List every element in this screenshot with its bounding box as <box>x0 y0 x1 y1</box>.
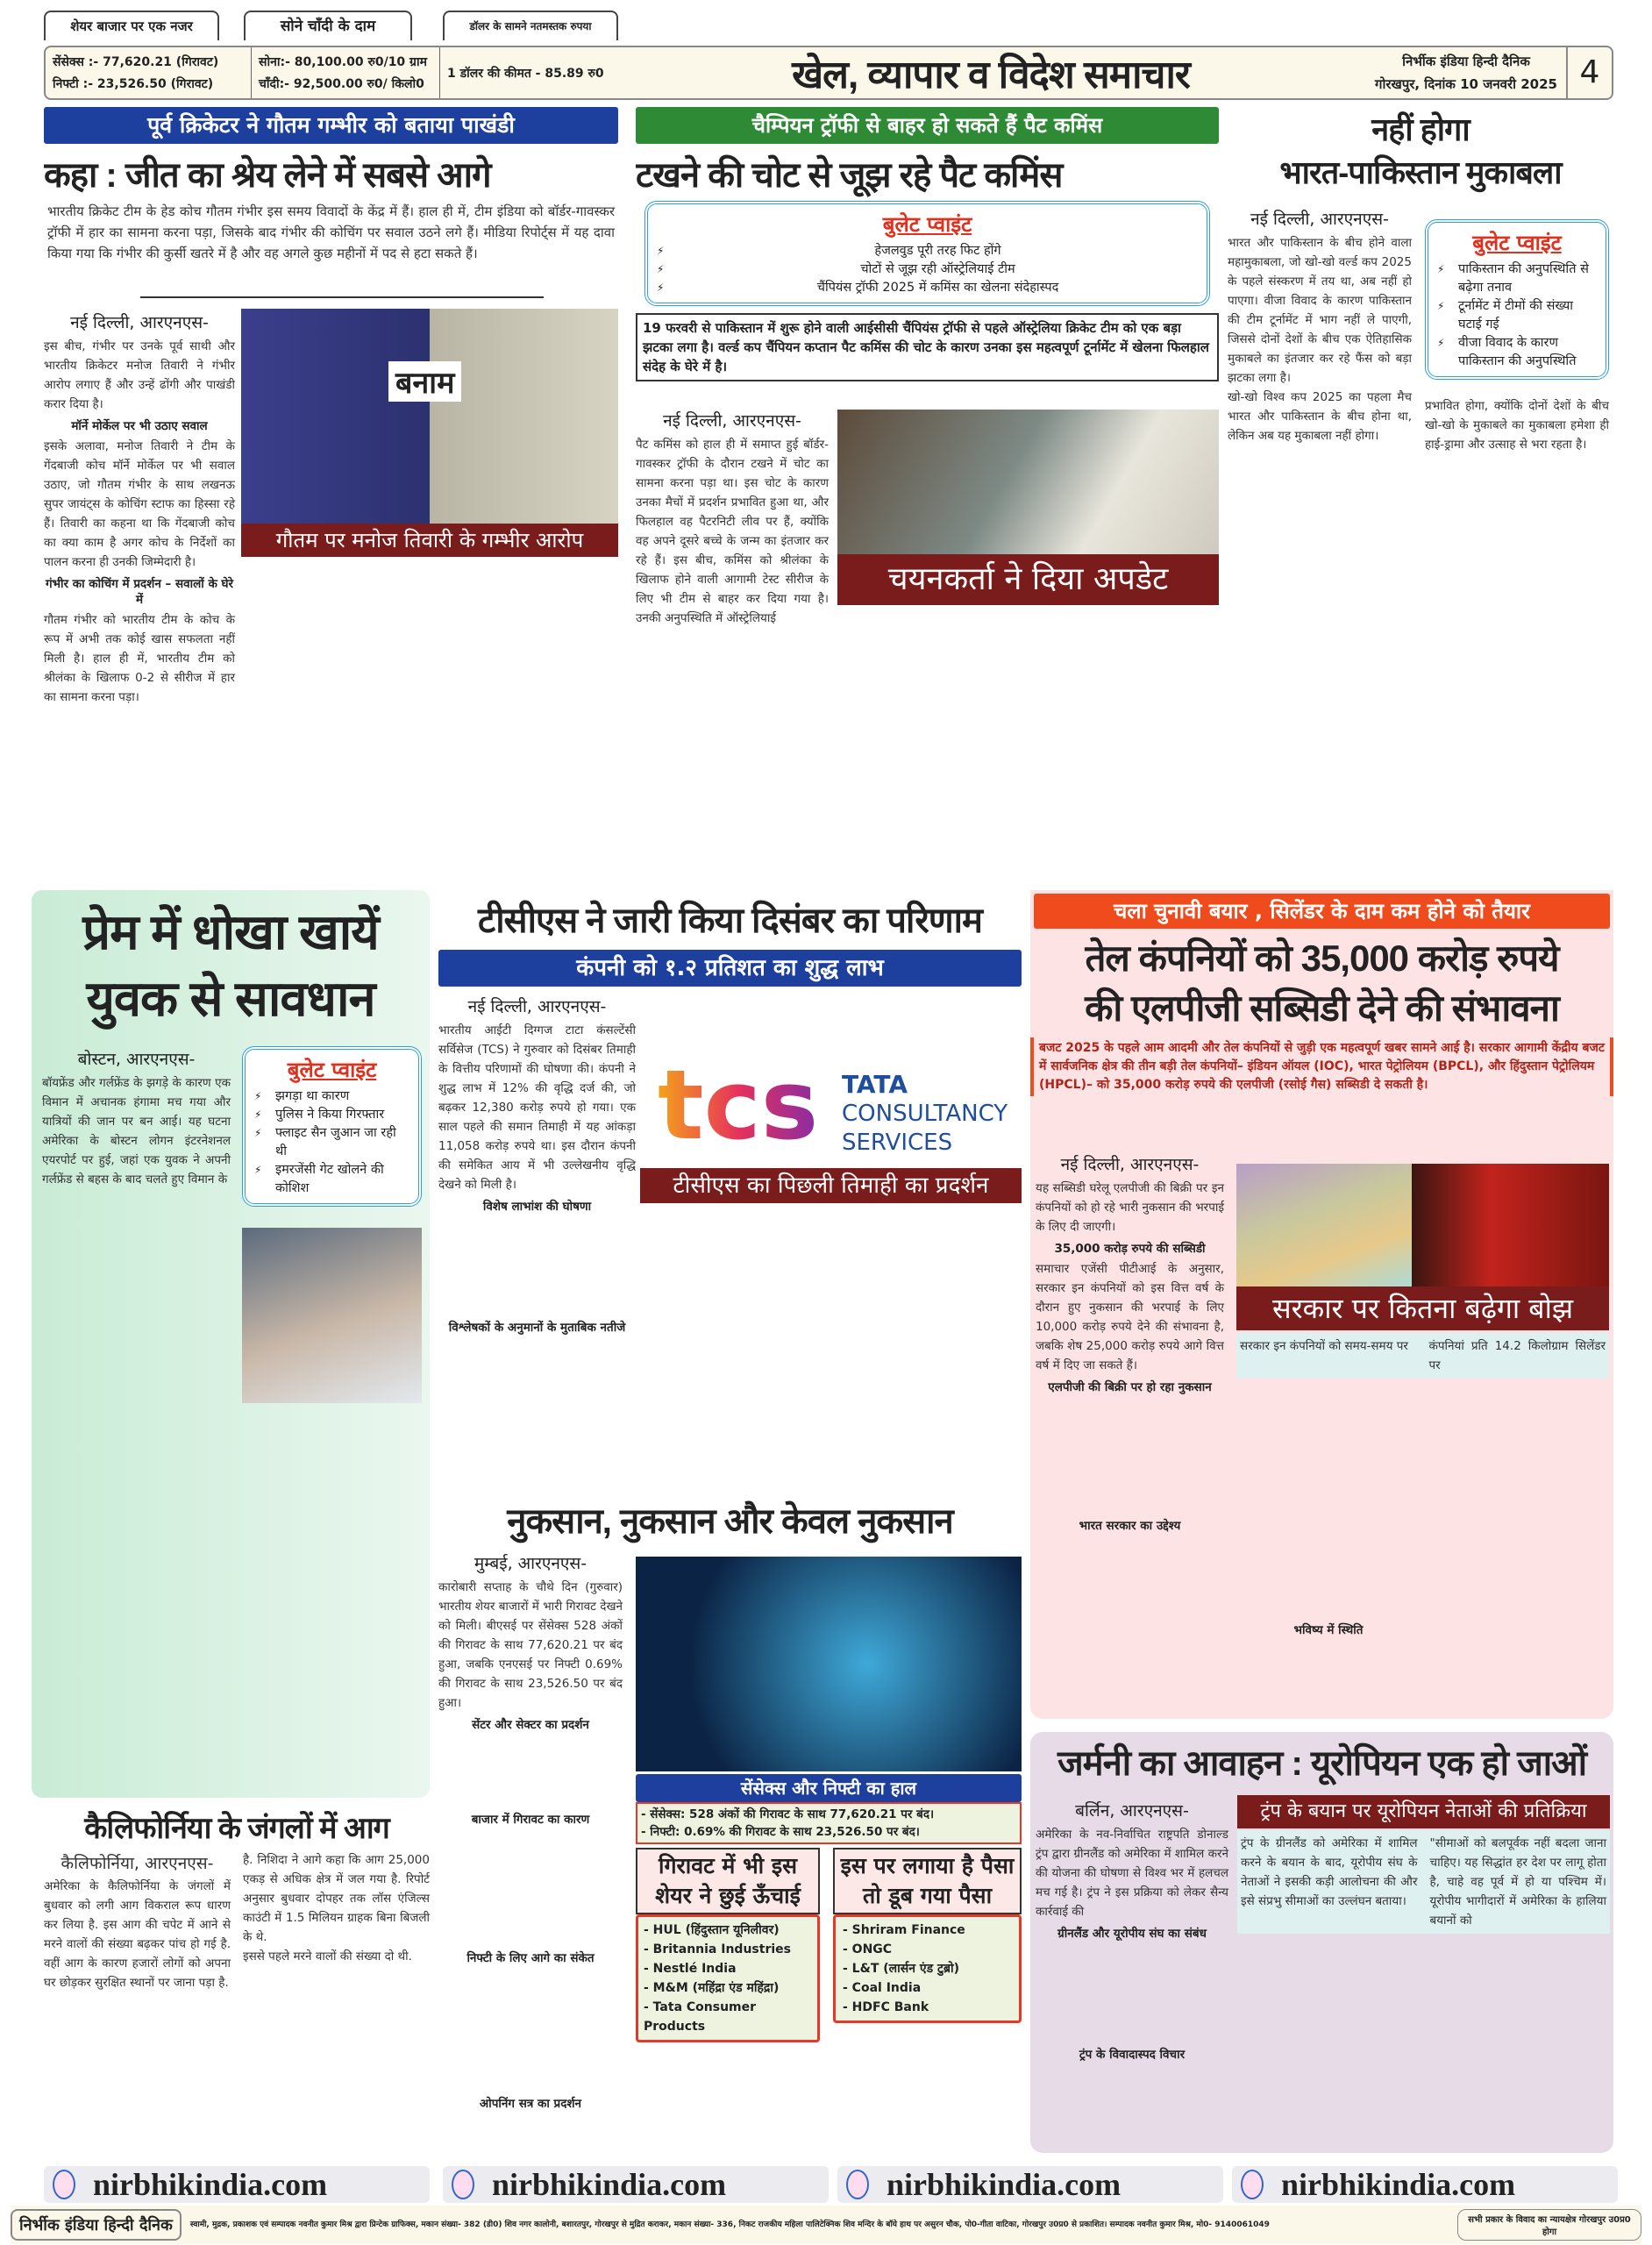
column-1 <box>1228 203 1412 445</box>
body-paragraph: कारोबारी सप्ताह के चौथे दिन (गुरुवार) भारतीय शेयर बाजारों में भारी गिरावट देखने को मिली। बीएसई पर सेंसेक्स 528 अंकों की गिरावट के साथ 77,620.21 पर बंद हुआ, जबकि एनएसई पर निफ्टी 0.69% की गिरावट के साथ 23,526.50 पर बंद हुआ। <box>438 1580 623 1710</box>
subheading: बाजार में गिरावट का कारण <box>471 1813 590 1827</box>
press-logo-icon <box>846 2170 869 2199</box>
bullet-item: ⚡ चोटों से जूझ रही ऑस्ट्रेलियाई टीम <box>657 260 1198 279</box>
gainer-item: - HUL (हिंदुस्तान यूनिलीवर) <box>644 1923 780 1937</box>
story-market <box>438 1495 1022 2153</box>
paper-info <box>1366 50 1566 96</box>
tab-gold-silver: सोने चाँदी के दाम <box>244 11 412 40</box>
versus-label: बनाम <box>388 361 461 402</box>
body-paragraph: अमेरिका के कैलिफोर्निया के जंगलों में बुधवार को लगी आग विकराल रूप धारण कर लिया है. इस आग की चपेट में आने से मरने वालों की संख्या बढ़कर पांच हो गई है. वहीं आग के कारण हजारों लोगों को अपना घर छोड़कर सुरक्षित स्थानों पर जाना पड़ा है. <box>44 1879 231 1990</box>
subheading: ओपनिंग सत्र का प्रदर्शन <box>479 2097 582 2111</box>
photo-caption: सरकार पर कितना बढ़ेगा बोझ <box>1236 1286 1609 1330</box>
logo-text: SERVICES <box>842 1130 953 1156</box>
story-lpg <box>1030 890 1613 1719</box>
sensex-value: सेंसेक्स :- 77,620.21 (गिरावट) <box>53 55 219 69</box>
column-1 <box>438 991 636 1338</box>
story-gambhir <box>44 107 618 879</box>
paper-name: निर्भीक इंडिया हिन्दी दैनिक <box>1402 53 1530 69</box>
lpg-cylinder-photo <box>1412 1164 1609 1286</box>
gambhir-tiwari-photo <box>241 309 618 524</box>
column-1 <box>636 405 829 628</box>
bullion-summary <box>252 47 440 98</box>
logo-text: CONSULTANCY <box>842 1101 1008 1127</box>
loser-item: - L&T (लार्सन एंड टुब्रो) <box>843 1962 960 1976</box>
caption-text <box>1237 1830 1610 1934</box>
website-banner[interactable] <box>44 2166 430 2203</box>
headline-line-1: तेल कंपनियों को 35,000 करोड़ रुपये <box>1085 937 1559 979</box>
subheading: सेंटर और सेक्टर का प्रदर्शन <box>472 1718 589 1732</box>
body-paragraph: इसके अलावा, मनोज तिवारी ने टीम के गेंदबाजी कोच मॉर्ने मोर्केल पर भी सवाल उठाए, जो गौतम गंभीर के साथ लखनऊ सुपर जायंट्स के कोचिंग स्टाफ का हिस्सा रहे हैं। तिवारी का कहना था कि गेंदबाजी कोच का क्या काम है अगर कोच के निर्देशों का पालन करना ही उनकी जिम्मेदारी है। <box>44 439 235 569</box>
bullet-title: बुलेट प्वाइंट <box>287 1058 377 1082</box>
caption-text <box>1236 1333 1609 1379</box>
currency-notes-photo <box>1236 1164 1412 1286</box>
box-title: सेंसेक्स और निफ्टी का हाल <box>636 1774 1022 1802</box>
kicker-band: कंपनी को १.२ प्रतिशत का शुद्ध लाभ <box>438 950 1022 987</box>
bullet-points-box <box>1425 219 1609 380</box>
bullet-item: ⚡ पाकिस्तान की अनुपस्थिति से बढ़ेगा तनाव <box>1437 260 1597 297</box>
subheading: एलपीजी की बिक्री पर हो रहा नुकसान <box>1048 1380 1212 1394</box>
bullet-item: ⚡ इमरजेंसी गेट खोलने की कोशिश <box>254 1161 409 1198</box>
market-summary <box>46 47 252 98</box>
loser-item: - Coal India <box>843 1981 922 1995</box>
website-banner[interactable] <box>837 2166 1223 2203</box>
press-logo-icon <box>53 2170 75 2199</box>
dollar-rate: 1 डॉलर की कीमत - 85.89 रु0 <box>447 66 604 81</box>
gainer-item: - M&M (महिंद्रा एंड महिंद्रा) <box>644 1981 780 1995</box>
bullet-item: ⚡ चैंपियंस ट्रॉफी 2025 में कमिंस का खेलना संदेहास्पद <box>657 279 1198 297</box>
subheading: ट्रंप के विवादास्पद विचार <box>1079 2048 1186 2062</box>
loser-item: - Shriram Finance <box>843 1923 965 1937</box>
headline: कैलिफोर्निया के जंगलों में आग <box>84 1812 389 1845</box>
bullet-points-box <box>242 1046 422 1207</box>
headline: टखने की चोट से जूझ रहे पैट कमिंस <box>636 156 1063 195</box>
footer-jurisdiction: सभी प्रकार के विवाद का न्यायक्षेत्र गोरखपुर उ0प्र0 होगा <box>1457 2209 1641 2241</box>
dateline: बोस्टन, आरएनएस- <box>77 1050 196 1069</box>
subheading: ग्रीनलैंड और यूरोपीय संघ का संबंध <box>1057 1927 1207 1941</box>
subheading: भविष्य में स्थिति <box>1293 1623 1364 1637</box>
bullet-item: ⚡ पुलिस ने किया गिरफ्तार <box>254 1106 409 1124</box>
gold-price: सोना:- 80,100.00 रु0/10 ग्राम <box>259 55 427 69</box>
dateline: नई दिल्ली, आरएनएस- <box>663 411 801 431</box>
dateline: कैलिफोर्निया, आरएनएस- <box>61 1854 214 1873</box>
tata-wordmark: TATA <box>842 1070 908 1099</box>
story-india-pakistan <box>1228 107 1613 879</box>
summary-box: 19 फरवरी से पाकिस्तान में शुरू होने वाली आईसीसी चैंपियंस ट्रॉफी से पहले ऑस्ट्रेलिया क्रिकेट टीम को एक बड़ा झटका लगा है। वर्ल्ड कप चैंपियन कप्तान पैट कमिंस की चोट के कारण उनका इस महत्वपूर्ण टूर्नामेंट में खेलना फिलहाल संदेह के घेरे में है। <box>636 313 1219 381</box>
website-url[interactable]: nirbhikindia.com <box>1281 2167 1516 2202</box>
website-url[interactable]: nirbhikindia.com <box>887 2167 1122 2202</box>
headline: कहा : जीत का श्रेय लेने में सबसे आगे <box>44 156 491 195</box>
photo-caption: टीसीएस का पिछली तिमाही का प्रदर्शन <box>640 1168 1022 1203</box>
bullet-item: ⚡ वीजा विवाद के कारण पाकिस्तान की अनुपस्थिति <box>1437 334 1597 371</box>
body-paragraph: प्रभावित होगा, क्योंकि दोनों देशों के बीच खो-खो के मुकाबले का मुकाबला हमेशा ही हाई-ड्रामा और उत्साह से भरा रहता है। <box>1425 399 1609 452</box>
box-lines <box>636 1802 1022 1844</box>
headline-line-1: नहीं होगा <box>1371 111 1470 147</box>
kicker-band: चैम्पियन ट्रॉफी से बाहर हो सकते हैं पैट कमिंस <box>636 107 1219 144</box>
body-paragraph: "सीमाओं को बलपूर्वक नहीं बदला जाना चाहिए। यह सिद्धांत हर देश पर लागू होता है, चाहे वह पूर्व में हो या पश्चिम में। यूरोपीय भागीदारों में अमेरिका के हालिया बयानों को <box>1429 1836 1606 1928</box>
dateline: नई दिल्ली, आरएनएस- <box>1250 210 1389 229</box>
subheading: भारत सरकार का उद्देश्य <box>1079 1519 1181 1533</box>
bullet-item: ⚡ फ्लाइट सैन जुआन जा रही थी <box>254 1124 409 1161</box>
bullet-item: ⚡ टूर्नामेंट में टीमों की संख्या घटाई गई <box>1437 297 1597 334</box>
dateline: मुम्बई, आरएनएस- <box>474 1554 587 1573</box>
bullet-title: बुलेट प्वाइंट <box>882 212 972 237</box>
body-columns <box>44 1850 430 1992</box>
column-1 <box>1036 1149 1224 1536</box>
subheading: 35,000 करोड़ रुपये की सब्सिडी <box>1054 1242 1206 1256</box>
column-1 <box>1036 1795 1228 2065</box>
sensex-line: - सेंसेक्स: 528 अंकों की गिरावट के साथ 77,620.21 पर बंद। <box>641 1807 935 1821</box>
gainer-item: - Britannia Industries <box>644 1942 791 1956</box>
loser-item: - ONGC <box>843 1942 893 1956</box>
bullet-points-box <box>644 201 1210 306</box>
body-paragraph: ट्रंप के ग्रीनलैंड को अमेरिका में शामिल करने के बयान के बाद, यूरोपीय संघ के नेताओं ने इसकी कड़ी आलोचना की और इसे संप्रभु सीमाओं का उल्लंघन बताया। <box>1241 1836 1418 1908</box>
body-paragraph: इस बीच, गंभीर पर उनके पूर्व साथी और भारतीय क्रिकेटर मनोज तिवारी ने गंभीर आरोप लगाए हैं और उन्हें ढोंगी और पाखंडी करार दिया है। <box>44 339 235 411</box>
subheading: विशेष लाभांश की घोषणा <box>482 1200 592 1214</box>
tab-dollar-rupee: डॉलर के सामने नतमस्तक रुपया <box>443 11 618 40</box>
headline-line-2: युवक से सावधान <box>86 971 375 1026</box>
silver-price: चाँदी:- 92,500.00 रु0/ किलो0 <box>259 77 424 91</box>
lead-text: भारतीय क्रिकेट टीम के हेड कोच गौतम गंभीर इस समय विवादों के केंद्र में हैं। हाल ही में, टीम इंडिया को बॉर्डर-गावस्कर ट्रॉफी में हार का सामना करना पड़ा, जिसके बाद गंभीर की कोचिंग पर सवाल उठने लगे हैं। मीडिया रिपोर्ट्स में यह दावा किया गया कि गंभीर की कुर्सी खतरे में है और वह अगले कुछ महीनों में पद से हटा सकते हैं। <box>47 203 615 261</box>
body-paragraph: अमेरिका के नव-निर्वाचित राष्ट्रपति डोनाल्ड ट्रंप द्वारा ग्रीनलैंड को अमेरिका में शामिल करने की योजना की घोषणा से विश्व भर में हलचल मच गई है। ट्रंप ने इस प्रक्रिया को लेकर सैन्य कार्रवाई की <box>1036 1828 1228 1919</box>
headline: जर्मनी का आवाहन : यूरोपियन एक हो जाओं <box>1057 1744 1587 1783</box>
dateline: नई दिल्ली, आरएनएस- <box>467 997 607 1016</box>
body-paragraph: बॉयफ्रेंड और गर्लफ्रेंड के झगड़े के कारण एक विमान में अचानक हंगामा मच गया और यात्रियों की जान पर बन आई। यह घटना अमेरिका के बोस्टन लोगन इंटरनेशनल एयरपोर्ट पर हुई, जहां एक युवक ने अपनी गर्लफ्रेंड से बहस के बाद चलते हुए विमान के <box>42 1076 231 1187</box>
gainer-item: - Tata Consumer Products <box>644 2000 757 2034</box>
body-paragraph: यह सब्सिडी घरेलू एलपीजी की बिक्री पर इन कंपनियों को हो रहे भारी नुकसान की भरपाई के लिए दी जाएगी। <box>1036 1181 1224 1234</box>
press-logo-icon <box>1241 2170 1264 2199</box>
website-banner[interactable] <box>443 2166 829 2203</box>
headline-line-1: प्रेम में धोखा खायें <box>82 904 379 959</box>
story-cummins <box>636 107 1219 879</box>
gainers-box <box>636 1848 820 2042</box>
body-paragraph: खो-खो विश्व कप 2025 का पहला मैच भारत और पाकिस्तान के बीच होना था, लेकिन अब यह मुकाबला नहीं होगा। <box>1228 390 1412 443</box>
subheading: मॉर्ने मोर्केल पर भी उठाए सवाल <box>71 419 208 433</box>
nifty-line: - निफ्टी: 0.69% की गिरावट के साथ 23,526.50 पर बंद। <box>641 1825 920 1839</box>
bullet-item: ⚡ झगड़ा था कारण <box>254 1087 409 1106</box>
footer-imprint: स्वामी, मुद्रक, प्रकाशक एवं सम्पादक नवनीत कुमार मिश्र द्वारा प्रिन्टेक ग्राफिक्स, मकान संख्या- 382 (डी0) शिव नगर कालोनी, बशारतपुर, गोरखपुर से मुद्रित कराकर, मकान संख्या- 336, निकट राजकीय महिला पालिटेक्निक शिव मन्दिर के बॉये हाथ पर असुरन चौक, पो0-गीता वाटिका, गोरखपुर उ0प्र0 से प्रकाशित। सम्पादक नवनीत कुमार मिश्र, मो0- 9140061049 <box>189 2220 1270 2229</box>
headline: टीसीएस ने जारी किया दिसंबर का परिणाम <box>478 902 982 940</box>
loser-item: - HDFC Bank <box>843 2000 929 2014</box>
tcs-logo <box>649 1049 1022 1166</box>
airplane-passenger-photo <box>242 1228 422 1403</box>
website-url[interactable]: nirbhikindia.com <box>492 2167 727 2202</box>
footer <box>11 2206 1641 2244</box>
column-1 <box>44 307 235 707</box>
divider-arrow <box>140 296 544 298</box>
subheading: निफ्टी के लिए आगे का संकेत <box>466 1951 595 1965</box>
body-paragraph: पैट कमिंस को हाल ही में समाप्त हुई बॉर्डर-गावस्कर ट्रॉफी के दौरान टखने में चोट का सामना करना पड़ा था। इस चोट के कारण उनका मैचों में प्रदर्शन प्रभावित हुआ था, और फिलहाल वह पैटरनिटी लीव पर हैं, क्योंकि वह अपने दूसरे बच्चे के जन्म का इंतजार कर रहे हैं। इस बीच, कमिंस को श्रीलंका के खिलाफ होने वाली आगामी टेस्ट सीरीज के लिए भी टीम से बाहर कर दिया गया है। उनकी अनुपस्थिति में ऑस्ट्रेलियाई <box>636 438 829 625</box>
headline-line-2: भारत-पाकिस्तान मुकाबला <box>1279 154 1562 190</box>
cummins-photo <box>837 410 1219 554</box>
dateline: नई दिल्ली, आरएनएस- <box>70 313 209 332</box>
story-airplane <box>32 890 430 1798</box>
summary-box: बजट 2025 के पहले आम आदमी और तेल कंपनियों से जुड़ी एक महत्वपूर्ण खबर सामने आई है। सरकार आगामी केंद्रीय बजट में सार्वजनिक क्षेत्र की तीन बड़ी तेल कंपनियों– इंडियन ऑयल (IOC), भारत पेट्रोलियम (BPCL), और हिंदुस्तान पेट्रोलियम (HPCL)– को 35,000 करोड़ रुपये की एलपीजी (रसोई गैस) सब्सिडी दे सकती है। <box>1030 1037 1613 1096</box>
headline-line-2: की एलपीजी सब्सिडी देने की संभावना <box>1085 987 1559 1029</box>
tcs-logo-mark: tcs <box>658 1049 819 1161</box>
losers-box <box>833 1848 1022 2023</box>
issue-date: गोरखपुर, दिनांक 10 जनवरी 2025 <box>1375 76 1557 92</box>
losers-title: इस पर लगाया है पैसा तो डूब गया पैसा <box>833 1848 1022 1914</box>
story-california <box>44 1807 430 2153</box>
body-paragraph: गौतम गंभीर को भारतीय टीम के कोच के रूप में अभी तक कोई खास सफलता नहीं मिली है। हाल ही में, भारतीय टीम को श्रीलंका के खिलाफ 0-2 से सीरीज में हार का सामना करना पड़ा। <box>44 613 235 704</box>
kicker-band: चला चुनावी बयार , सिलेंडर के दाम कम होने को तैयार <box>1034 894 1610 929</box>
bullet-item: ⚡ हेजलवुड पूरी तरह फिट होंगे <box>657 242 1198 260</box>
page-number: 4 <box>1566 47 1612 98</box>
masthead <box>44 46 1613 100</box>
gainers-title: गिरावट में भी इस शेयर ने छुई ऊँचाई <box>636 1848 820 1914</box>
dateline: नई दिल्ली, आरएनएस- <box>1060 1155 1200 1174</box>
story-tcs <box>438 894 1022 1491</box>
body-paragraph: भारत और पाकिस्तान के बीच होने वाला महामुकाबला, जो खो-खो वर्ल्ड कप 2025 के पहले संस्करण में तय था, अब नहीं हो पाएगा। वीजा विवाद के कारण पाकिस्तान की टीम टूर्नामेंट में भाग नहीं ले पाएगी, जिससे दोनों देशों के बीच एक ऐतिहासिक मुकाबले का इंतजार कर रहे फैंस को बड़ा झटका लगा है। <box>1228 236 1412 385</box>
section-caption: ट्रंप के बयान पर यूरोपियन नेताओं की प्रतिक्रिया <box>1237 1795 1610 1828</box>
kicker-band: पूर्व क्रिकेटर ने गौतम गम्भीर को बताया पाखंडी <box>44 107 618 144</box>
stock-chart-photo <box>636 1557 1022 1771</box>
body-paragraph: है. निशिदा ने आगे कहा कि आग 25,000 एकड़ से अधिक क्षेत्र में जल गया है. रिपोर्ट अनुसार बुधवार दोपहर तक लॉस एंजिल्स काउंटी में 1.5 मिलियन ग्राहक बिना बिजली के थे. <box>243 1853 430 1944</box>
footer-paper-name: निर्भीक इंडिया हिन्दी दैनिक <box>11 2209 182 2241</box>
website-banner[interactable] <box>1232 2166 1618 2203</box>
column-1 <box>42 1044 231 1189</box>
story-germany <box>1030 1732 1613 2153</box>
subheading: विश्लेषकों के अनुमानों के मुताबिक नतीजे <box>448 1321 626 1335</box>
gainer-item: - Nestlé India <box>644 1962 737 1976</box>
sensex-nifty-box <box>636 1774 1022 1844</box>
section-title: खेल, व्यापार व विदेश समाचार <box>792 53 1190 96</box>
dateline: बर्लिन, आरएनएस- <box>1075 1801 1189 1821</box>
body-paragraph: सरकार इन कंपनियों को समय-समय पर <box>1240 1339 1408 1353</box>
body-paragraph: कंपनियां प्रति 14.2 किलोग्राम सिलेंडर पर <box>1428 1339 1606 1372</box>
column-1 <box>438 1548 623 1969</box>
photo-caption: गौतम पर मनोज तिवारी के गम्भीर आरोप <box>241 524 618 557</box>
body-paragraph: इससे पहले मरने वालों की संख्या दो थी. <box>243 1949 412 1963</box>
subheading: गंभीर का कोचिंग में प्रदर्शन – सवालों के घेरे में <box>45 577 234 607</box>
headline: नुकसान, नुकसान और केवल नुकसान <box>507 1502 953 1541</box>
body-paragraph: भारतीय आईटी दिग्गज टाटा कंसल्टेंसी सर्विसेज (TCS) ने गुरुवार को दिसंबर तिमाही के वित्तीय परिणामों की घोषणा की। कंपनी ने शुद्ध लाभ में 12% की वृद्धि दर्ज की, जो बढ़कर 12,380 करोड़ रुपये हो गया। एक साल पहले की समान तिमाही में यह आंकड़ा 11,058 करोड़ रुपये था। इस दौरान कंपनी की समेकित आय में भी उल्लेखनीय वृद्धि देखने को मिली है। <box>438 1023 636 1192</box>
website-url[interactable]: nirbhikindia.com <box>93 2167 328 2202</box>
nifty-value: निफ्टी :- 23,526.50 (गिरावट) <box>53 77 214 91</box>
photo-caption: चयनकर्ता ने दिया अपडेट <box>837 554 1219 605</box>
bullet-title: बुलेट प्वाइंट <box>1472 231 1562 255</box>
tab-share-market: शेयर बाजार पर एक नजर <box>44 11 219 40</box>
press-logo-icon <box>452 2170 474 2199</box>
body-paragraph: समाचार एजेंसी पीटीआई के अनुसार, सरकार इन कंपनियों को इस वित्त वर्ष के दौरान हुए नुकसान की भरपाई के लिए 10,000 करोड़ रुपये देने की संभावना है, जबकि शेष 25,000 करोड़ रुपये आगे वित्त वर्ष में दिए जा सकते हैं। <box>1036 1262 1224 1372</box>
